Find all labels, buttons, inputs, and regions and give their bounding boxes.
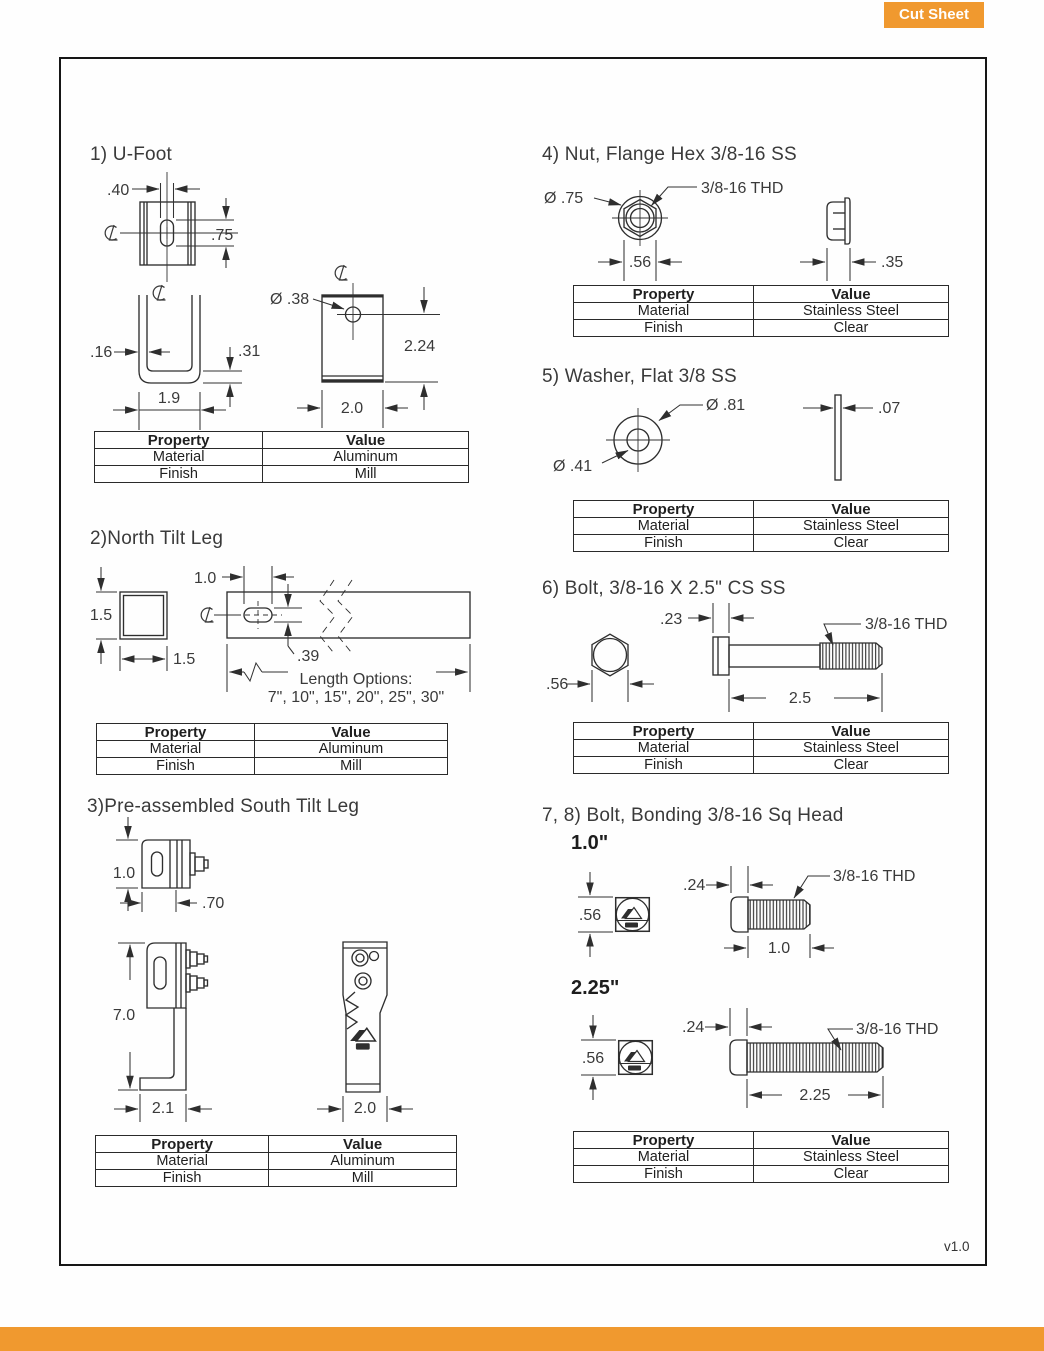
length-options-values: 7", 10", 15", 20", 25", 30": [267, 689, 445, 706]
table-cell: Material: [95, 449, 263, 466]
table-cell: Mill: [254, 758, 447, 775]
table-header-property: Property: [96, 1136, 269, 1153]
length-options-label: Length Options:: [299, 671, 413, 688]
nut-drawing: [544, 180, 903, 281]
table-cell: Clear: [754, 757, 949, 774]
dim-washer-inner-dia: Ø .41: [553, 458, 593, 475]
ufoot-property-table: [94, 431, 469, 483]
table-cell: Aluminum: [254, 741, 447, 758]
version-label: v1.0: [944, 1239, 970, 1254]
bolt-cs-drawing: [546, 603, 947, 712]
table-cell: Material: [574, 518, 754, 535]
table-header-property: Property: [574, 723, 754, 740]
dim-north-tube-width: 1.5: [173, 651, 196, 668]
section-title-washer: 5) Washer, Flat 3/8 SS: [542, 366, 737, 387]
table-header-property: Property: [574, 1132, 754, 1149]
table-cell: Finish: [95, 466, 263, 483]
dim-north-tube-height: 1.5: [89, 607, 113, 624]
table-header-property: Property: [95, 432, 263, 449]
dim-nut-flange-dia: Ø .75: [544, 190, 584, 207]
north-property-table: [96, 723, 448, 775]
table-cell: Finish: [574, 757, 754, 774]
dim-nut-thread: 3/8-16 THD: [701, 180, 784, 197]
table-header-value: Value: [754, 286, 949, 303]
table-header-property: Property: [574, 501, 754, 518]
bonding-bolt-1in-drawing: [578, 866, 915, 958]
table-cell: Finish: [574, 1166, 754, 1183]
dim-ufoot-width: 1.9: [157, 390, 181, 407]
section-title-bolt: 6) Bolt, 3/8-16 X 2.5" CS SS: [542, 578, 786, 599]
dim-bolt-thread: 3/8-16 THD: [865, 616, 948, 633]
table-cell: Mill: [269, 1170, 457, 1187]
section-title-north: 2)North Tilt Leg: [90, 528, 224, 549]
dim-nut-across-flats: .56: [628, 254, 652, 271]
table-header-value: Value: [754, 723, 949, 740]
dim-ufoot-hole: Ø .38: [270, 291, 310, 308]
table-cell: Finish: [574, 320, 754, 337]
dim-nut-thickness: .35: [881, 254, 904, 271]
table-cell: Finish: [574, 535, 754, 552]
table-header-value: Value: [269, 1136, 457, 1153]
table-cell: Finish: [97, 758, 255, 775]
table-cell: Clear: [754, 320, 949, 337]
dim-bolt-length: 2.5: [788, 690, 812, 707]
dim-bolt-head-thickness: .23: [660, 611, 683, 628]
bonding-property-table: [573, 1131, 949, 1183]
dim-bolt-across-flats: .56: [546, 676, 569, 693]
section-title-nut: 4) Nut, Flange Hex 3/8-16 SS: [542, 144, 797, 165]
table-header-value: Value: [263, 432, 469, 449]
dim-bonding2-thread: 3/8-16 THD: [856, 1021, 939, 1038]
section-title-south: 3)Pre-assembled South Tilt Leg: [87, 796, 360, 817]
table-cell: Clear: [754, 535, 949, 552]
table-header-value: Value: [254, 724, 447, 741]
table-cell: Stainless Steel: [754, 740, 949, 757]
table-cell: Material: [574, 740, 754, 757]
table-header-property: Property: [97, 724, 255, 741]
dim-bonding1-length: 1.0: [767, 940, 791, 957]
washer-property-table: [573, 500, 949, 552]
dim-bonding1-head-thickness: .24: [683, 877, 706, 894]
variant-label-2-25in: 2.25": [571, 977, 620, 999]
section-title-ufoot: 1) U-Foot: [90, 144, 173, 165]
dim-bonding2-head: .56: [581, 1050, 605, 1067]
table-cell: Material: [574, 303, 754, 320]
dim-ufoot-wall: .16: [90, 344, 113, 361]
table-cell: Stainless Steel: [754, 1149, 949, 1166]
table-cell: Aluminum: [269, 1153, 457, 1170]
dim-bonding2-length: 2.25: [799, 1087, 831, 1104]
dim-ufoot-height: 2.24: [404, 338, 436, 355]
dim-ufoot-slot-width: .40: [107, 182, 130, 199]
table-cell: Material: [574, 1149, 754, 1166]
table-cell: Finish: [96, 1170, 269, 1187]
dim-south-bracket-height: 1.0: [112, 865, 136, 882]
table-cell: Stainless Steel: [754, 518, 949, 535]
dim-north-slot-width: .39: [297, 648, 320, 665]
nut-property-table: [573, 285, 949, 337]
south-property-table: [95, 1135, 457, 1187]
table-cell: Stainless Steel: [754, 303, 949, 320]
cut-sheet-badge: Cut Sheet: [884, 2, 984, 28]
table-cell: Aluminum: [263, 449, 469, 466]
ufoot-drawing: [90, 172, 440, 430]
section-title-bonding: 7, 8) Bolt, Bonding 3/8-16 Sq Head: [542, 805, 844, 826]
bonding-bolt-2-25in-drawing: [581, 1008, 938, 1108]
bolt-property-table: [573, 722, 949, 774]
dim-ufoot-depth: 2.0: [340, 400, 364, 417]
variant-label-1in: 1.0": [571, 832, 609, 854]
dim-north-slot-length: 1.0: [194, 570, 217, 587]
dim-bonding2-head-thickness: .24: [682, 1019, 705, 1036]
dim-south-foot-width: 2.1: [151, 1100, 175, 1117]
dim-ufoot-slot-height: .75: [211, 227, 234, 244]
table-header-value: Value: [754, 501, 949, 518]
table-cell: Mill: [263, 466, 469, 483]
table-cell: Material: [97, 741, 255, 758]
dim-bonding1-thread: 3/8-16 THD: [833, 868, 916, 885]
dim-washer-outer-dia: Ø .81: [706, 397, 746, 414]
table-cell: Clear: [754, 1166, 949, 1183]
table-cell: Material: [96, 1153, 269, 1170]
dim-south-leg-height: 7.0: [112, 1007, 136, 1024]
dim-washer-thickness: .07: [878, 400, 901, 417]
washer-drawing: [553, 395, 900, 480]
south-tilt-leg-drawing: [113, 817, 413, 1122]
north-tilt-leg-drawing: [90, 566, 470, 706]
dim-south-slot-offset: .70: [202, 895, 225, 912]
table-header-value: Value: [754, 1132, 949, 1149]
dim-bonding1-head: .56: [578, 907, 602, 924]
dim-ufoot-base: .31: [238, 343, 261, 360]
table-header-property: Property: [574, 286, 754, 303]
dim-south-width: 2.0: [353, 1100, 377, 1117]
